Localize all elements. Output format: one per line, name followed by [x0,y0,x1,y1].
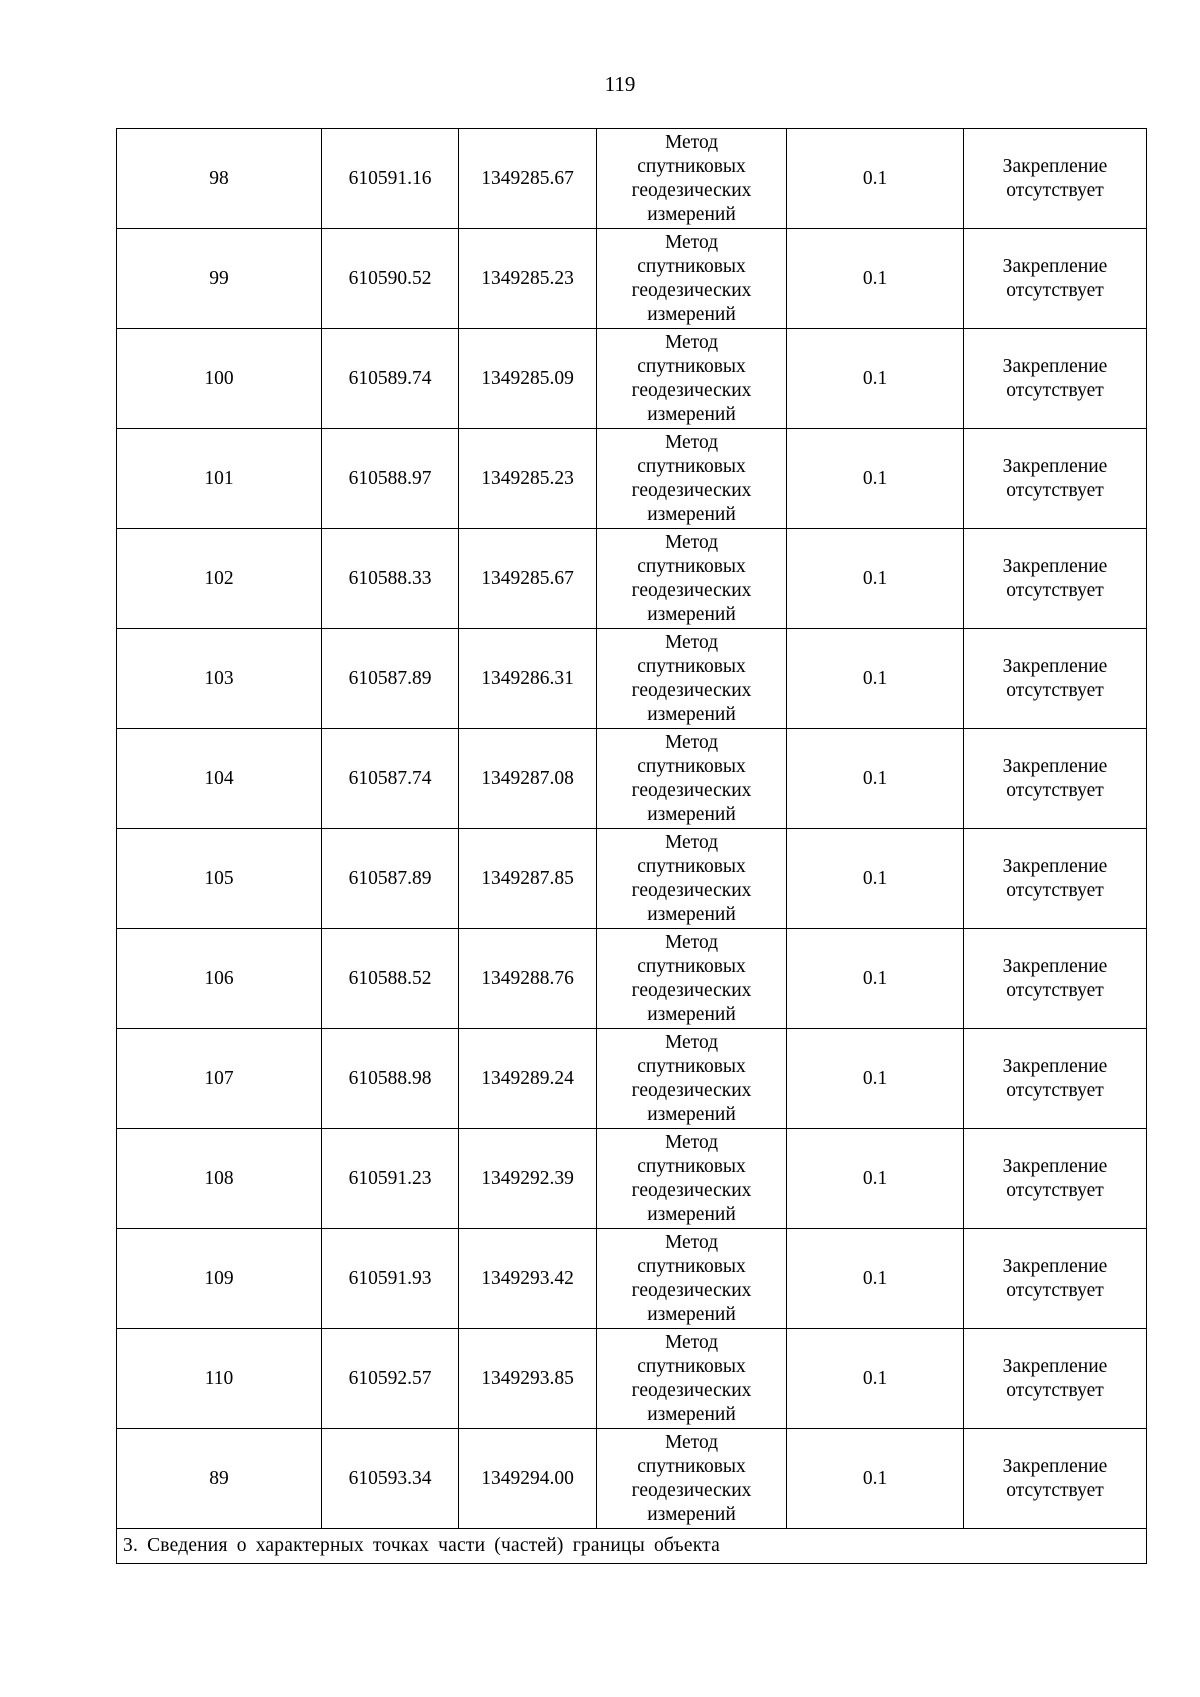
fixing-line: Закрепление [1002,355,1108,377]
table-row [117,1429,1147,1529]
method-cell [597,229,787,329]
table-row [117,129,1147,229]
point-number-cell: 108 [117,1129,322,1229]
y-coordinate-cell: 1349286.31 [459,629,597,729]
method-cell [597,1029,787,1129]
fixing-line: Закрепление [1002,1255,1108,1277]
table-row [117,529,1147,629]
fixing-line: отсутствует [1006,479,1104,501]
method-line: геодезических [631,279,752,301]
fixing-line: Закрепление [1002,1055,1108,1077]
fixing-cell [964,729,1147,829]
method-line: Метод [664,331,719,353]
y-coordinate-cell: 1349289.24 [459,1029,597,1129]
fixing-line: отсутствует [1006,679,1104,701]
y-coordinate-cell: 1349285.23 [459,429,597,529]
accuracy-cell: 0.1 [787,1229,964,1329]
fixing-line: отсутствует [1006,379,1104,401]
x-coordinate-cell: 610591.23 [322,1129,459,1229]
method-line: Метод [664,131,719,153]
accuracy-cell: 0.1 [787,429,964,529]
fixing-cell [964,429,1147,529]
method-line: измерений [647,603,736,625]
method-line: геодезических [631,879,752,901]
point-number-cell: 109 [117,1229,322,1329]
method-line: спутниковых [637,955,746,977]
x-coordinate-cell: 610587.74 [322,729,459,829]
fixing-line: Закрепление [1002,555,1108,577]
fixing-cell [964,1129,1147,1229]
fixing-line: Закрепление [1002,255,1108,277]
y-coordinate-cell: 1349288.76 [459,929,597,1029]
method-line: измерений [647,303,736,325]
accuracy-cell: 0.1 [787,529,964,629]
y-coordinate-cell: 1349293.85 [459,1329,597,1429]
method-line: геодезических [631,579,752,601]
section-heading: 3. Сведения о характерных точках части (частей) границы объекта [117,1529,1147,1564]
point-number-cell: 106 [117,929,322,1029]
section-heading-row [117,1529,1147,1564]
method-line: спутниковых [637,455,746,477]
method-line: измерений [647,703,736,725]
fixing-line: отсутствует [1006,1279,1104,1301]
fixing-line: Закрепление [1002,655,1108,677]
accuracy-cell: 0.1 [787,1029,964,1129]
accuracy-cell: 0.1 [787,329,964,429]
method-line: геодезических [631,679,752,701]
method-cell [597,1129,787,1229]
fixing-line: отсутствует [1006,179,1104,201]
table-body [117,129,1147,1564]
method-line: геодезических [631,779,752,801]
y-coordinate-cell: 1349285.09 [459,329,597,429]
method-line: спутниковых [637,355,746,377]
method-cell [597,429,787,529]
fixing-line: Закрепление [1002,1155,1108,1177]
x-coordinate-cell: 610592.57 [322,1329,459,1429]
y-coordinate-cell: 1349285.67 [459,529,597,629]
accuracy-cell: 0.1 [787,1129,964,1229]
fixing-line: отсутствует [1006,1079,1104,1101]
method-line: спутниковых [637,155,746,177]
point-number-cell: 98 [117,129,322,229]
method-cell [597,829,787,929]
method-line: измерений [647,1103,736,1125]
method-cell [597,329,787,429]
fixing-cell [964,129,1147,229]
method-line: измерений [647,203,736,225]
x-coordinate-cell: 610593.34 [322,1429,459,1529]
method-line: спутниковых [637,255,746,277]
page-number: 119 [604,72,636,96]
point-number-cell: 103 [117,629,322,729]
fixing-line: отсутствует [1006,279,1104,301]
method-line: геодезических [631,1379,752,1401]
table-row [117,229,1147,329]
y-coordinate-cell: 1349294.00 [459,1429,597,1529]
method-line: Метод [664,1131,719,1153]
fixing-cell [964,329,1147,429]
table-row [117,629,1147,729]
fixing-line: Закрепление [1002,755,1108,777]
method-line: Метод [664,1231,719,1253]
method-line: спутниковых [637,1355,746,1377]
x-coordinate-cell: 610588.98 [322,1029,459,1129]
method-cell [597,1229,787,1329]
method-line: спутниковых [637,1155,746,1177]
fixing-cell [964,529,1147,629]
table-row [117,1329,1147,1429]
method-cell [597,729,787,829]
point-number-cell: 105 [117,829,322,929]
point-number-cell: 102 [117,529,322,629]
accuracy-cell: 0.1 [787,1329,964,1429]
accuracy-cell: 0.1 [787,929,964,1029]
method-line: Метод [664,531,719,553]
table-row [117,1229,1147,1329]
fixing-line: Закрепление [1002,1455,1108,1477]
x-coordinate-cell: 610588.97 [322,429,459,529]
method-line: геодезических [631,179,752,201]
x-coordinate-cell: 610588.52 [322,929,459,1029]
y-coordinate-cell: 1349285.67 [459,129,597,229]
method-line: Метод [664,431,719,453]
method-line: спутниковых [637,1255,746,1277]
method-line: измерений [647,903,736,925]
accuracy-cell: 0.1 [787,729,964,829]
method-line: Метод [664,631,719,653]
x-coordinate-cell: 610589.74 [322,329,459,429]
y-coordinate-cell: 1349292.39 [459,1129,597,1229]
fixing-line: Закрепление [1002,955,1108,977]
method-line: спутниковых [637,1055,746,1077]
fixing-line: Закрепление [1002,855,1108,877]
method-line: измерений [647,1003,736,1025]
x-coordinate-cell: 610591.16 [322,129,459,229]
fixing-cell [964,1429,1147,1529]
x-coordinate-cell: 610588.33 [322,529,459,629]
fixing-line: отсутствует [1006,779,1104,801]
accuracy-cell: 0.1 [787,229,964,329]
table-row [117,729,1147,829]
table-row [117,829,1147,929]
method-line: геодезических [631,1179,752,1201]
accuracy-cell: 0.1 [787,629,964,729]
method-line: измерений [647,1303,736,1325]
method-line: Метод [664,1331,719,1353]
method-line: измерений [647,503,736,525]
fixing-cell [964,629,1147,729]
fixing-line: отсутствует [1006,1479,1104,1501]
fixing-cell [964,1029,1147,1129]
method-line: геодезических [631,379,752,401]
method-line: спутниковых [637,855,746,877]
method-line: Метод [664,1031,719,1053]
y-coordinate-cell: 1349285.23 [459,229,597,329]
fixing-line: отсутствует [1006,1179,1104,1201]
method-cell [597,929,787,1029]
accuracy-cell: 0.1 [787,1429,964,1529]
method-line: спутниковых [637,655,746,677]
method-line: измерений [647,803,736,825]
point-number-cell: 104 [117,729,322,829]
method-line: геодезических [631,1279,752,1301]
coordinates-table [116,128,1147,1564]
fixing-line: отсутствует [1006,879,1104,901]
method-line: спутниковых [637,755,746,777]
method-line: Метод [664,1431,719,1453]
y-coordinate-cell: 1349287.85 [459,829,597,929]
method-line: измерений [647,1403,736,1425]
method-line: геодезических [631,1479,752,1501]
y-coordinate-cell: 1349293.42 [459,1229,597,1329]
method-line: геодезических [631,1079,752,1101]
method-cell [597,529,787,629]
x-coordinate-cell: 610590.52 [322,229,459,329]
method-cell [597,629,787,729]
method-line: геодезических [631,479,752,501]
fixing-line: отсутствует [1006,1379,1104,1401]
table-row [117,429,1147,529]
method-line: Метод [664,231,719,253]
method-line: спутниковых [637,555,746,577]
method-cell [597,1329,787,1429]
method-line: измерений [647,403,736,425]
accuracy-cell: 0.1 [787,129,964,229]
point-number-cell: 99 [117,229,322,329]
x-coordinate-cell: 610587.89 [322,629,459,729]
fixing-line: Закрепление [1002,155,1108,177]
fixing-cell [964,929,1147,1029]
method-line: Метод [664,731,719,753]
method-line: Метод [664,931,719,953]
table-row [117,1129,1147,1229]
point-number-cell: 100 [117,329,322,429]
point-number-cell: 101 [117,429,322,529]
fixing-cell [964,1229,1147,1329]
fixing-line: Закрепление [1002,1355,1108,1377]
method-line: геодезических [631,979,752,1001]
y-coordinate-cell: 1349287.08 [459,729,597,829]
x-coordinate-cell: 610591.93 [322,1229,459,1329]
fixing-line: отсутствует [1006,979,1104,1001]
point-number-cell: 110 [117,1329,322,1429]
x-coordinate-cell: 610587.89 [322,829,459,929]
method-line: спутниковых [637,1455,746,1477]
method-line: Метод [664,831,719,853]
accuracy-cell: 0.1 [787,829,964,929]
fixing-cell [964,1329,1147,1429]
fixing-line: отсутствует [1006,579,1104,601]
method-cell [597,1429,787,1529]
table-row [117,329,1147,429]
method-line: измерений [647,1503,736,1525]
fixing-cell [964,229,1147,329]
point-number-cell: 89 [117,1429,322,1529]
fixing-cell [964,829,1147,929]
method-line: измерений [647,1203,736,1225]
point-number-cell: 107 [117,1029,322,1129]
method-cell [597,129,787,229]
table-row [117,1029,1147,1129]
table-row [117,929,1147,1029]
fixing-line: Закрепление [1002,455,1108,477]
